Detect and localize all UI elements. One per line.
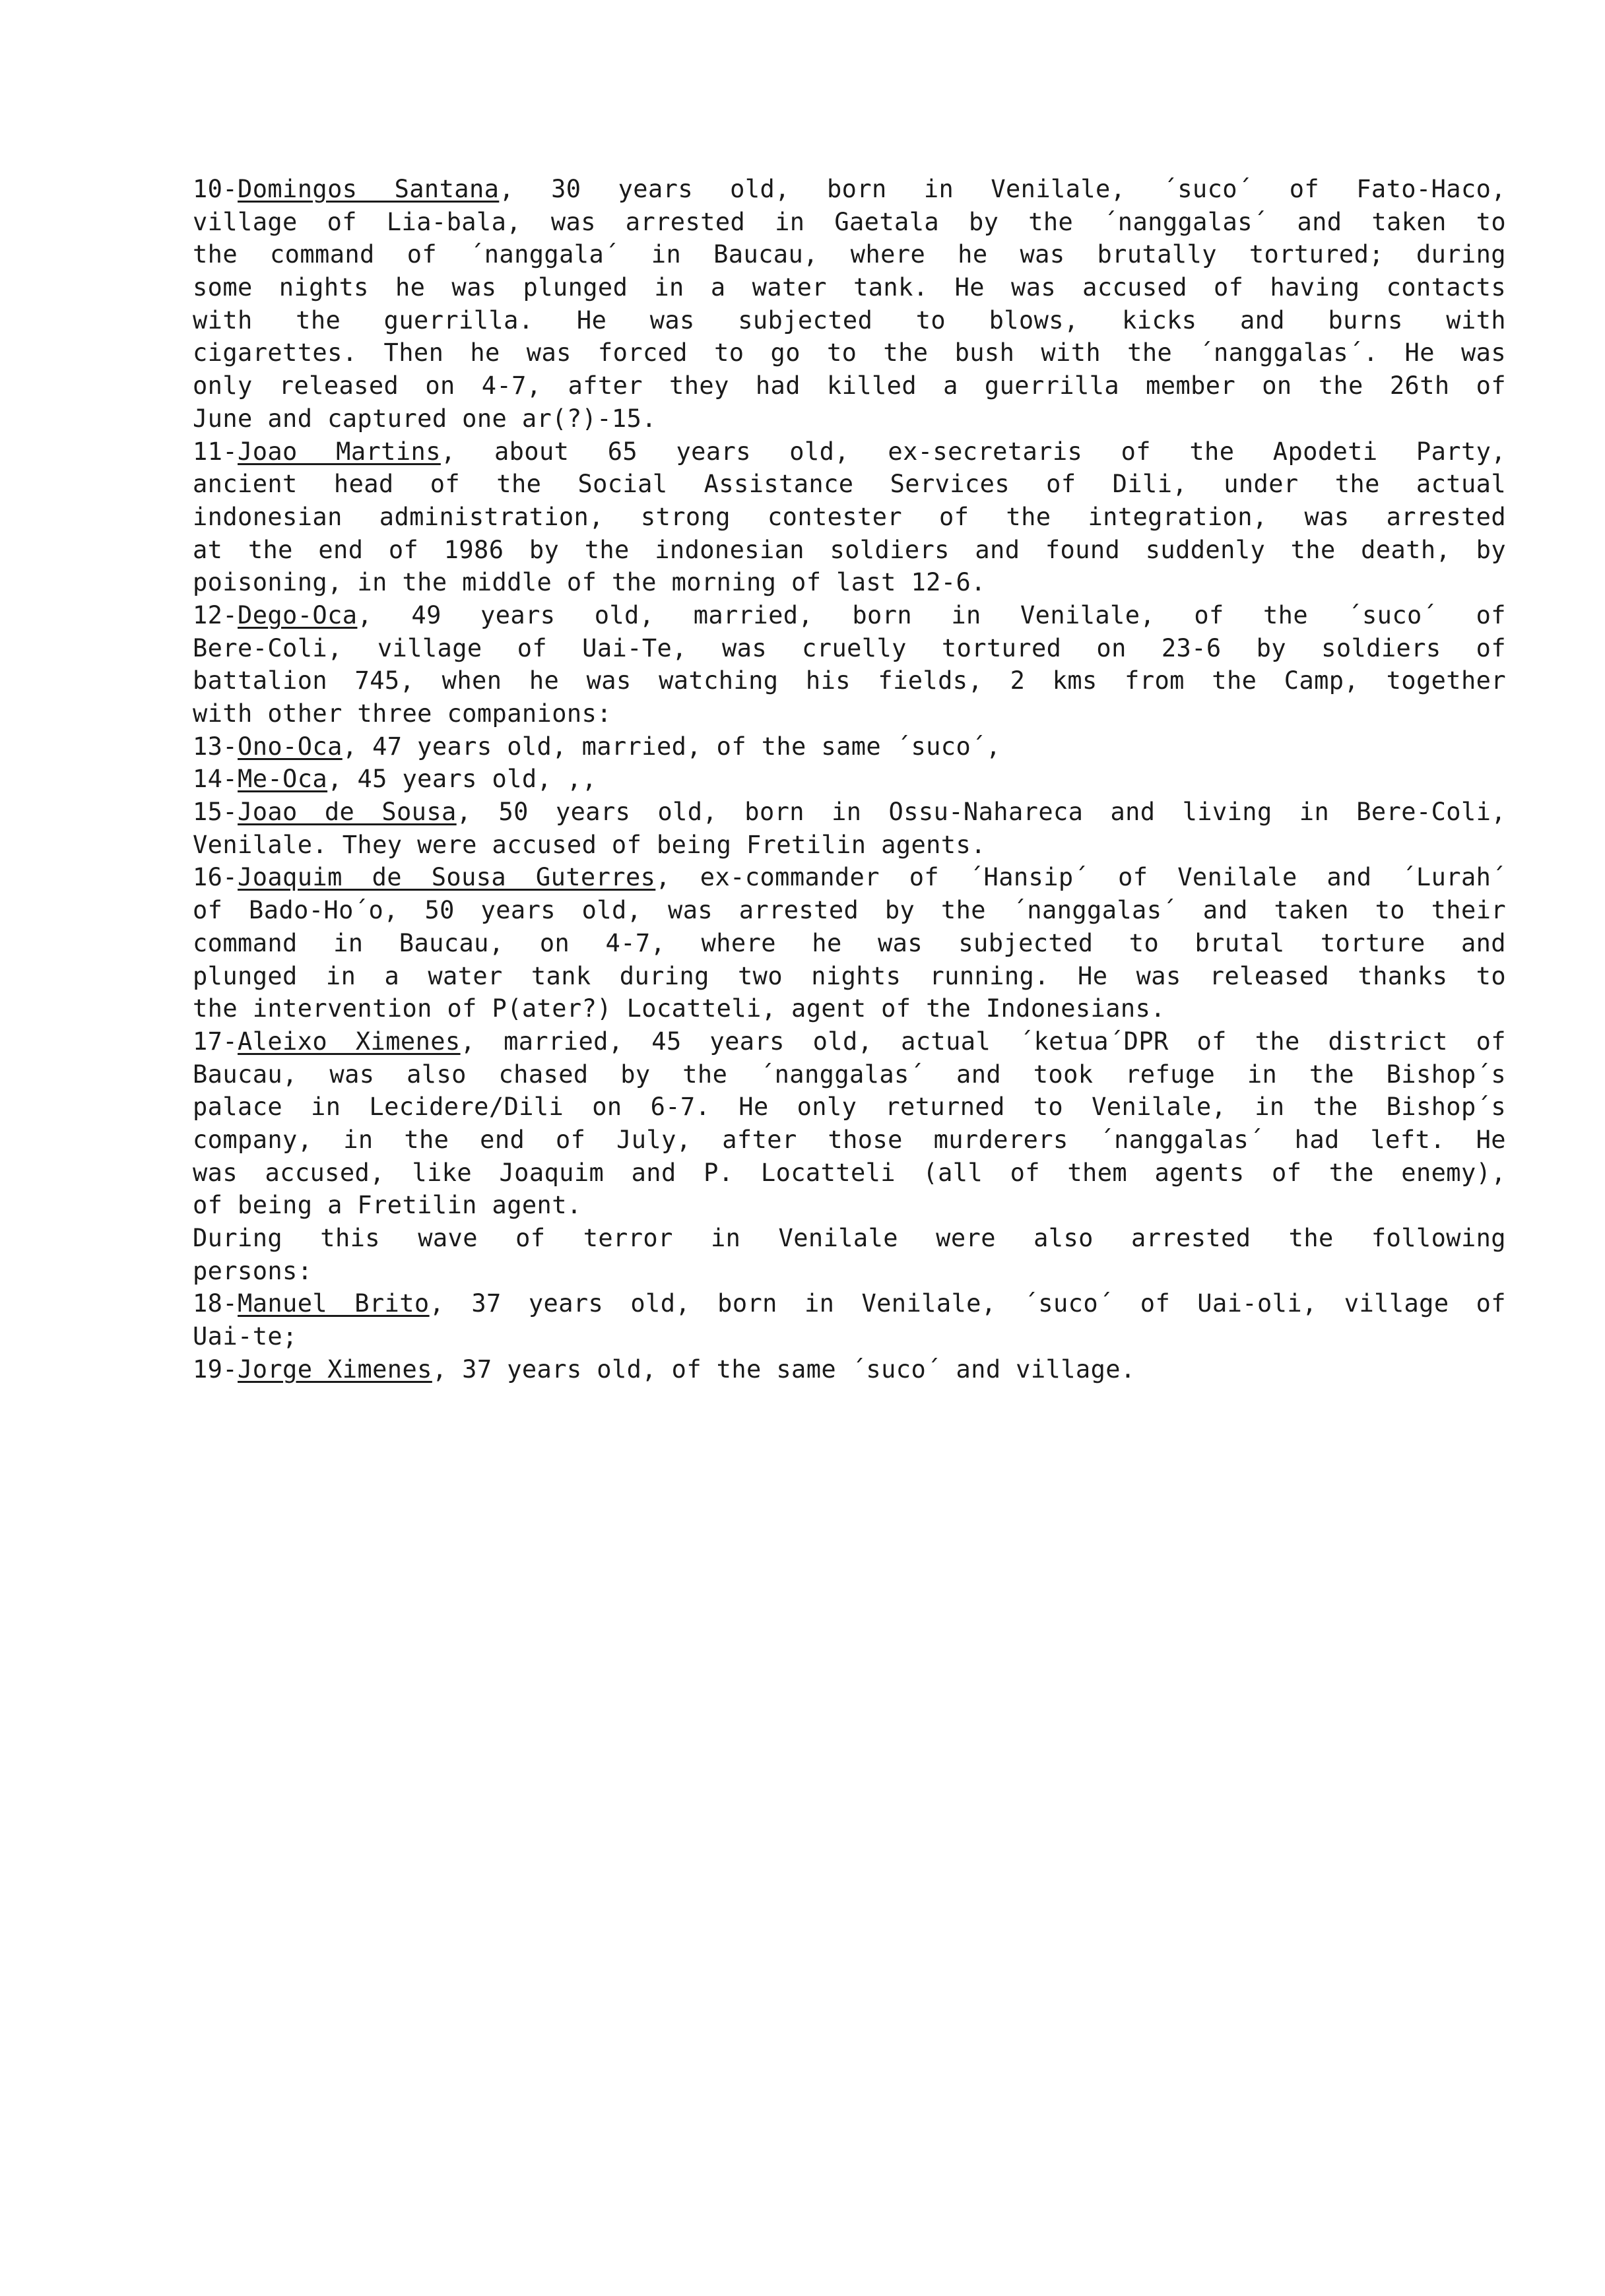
entry-number: 15- bbox=[193, 798, 238, 827]
entry-number: 14- bbox=[193, 765, 238, 794]
line-text: with other three companions: bbox=[193, 699, 612, 728]
entry-number: 16- bbox=[193, 863, 238, 892]
text-line bbox=[193, 763, 1506, 796]
text-line bbox=[193, 1157, 1506, 1190]
person-name: Jorge Ximenes bbox=[238, 1355, 432, 1384]
line-text: June and captured one ar(?)-15. bbox=[193, 404, 657, 433]
text-line bbox=[193, 1222, 1506, 1255]
line-text: some nights he was plunged in a water tank. He was accused of having contacts bbox=[193, 273, 1506, 302]
line-text: , 45 years old, ,, bbox=[327, 765, 597, 794]
text-line bbox=[193, 960, 1506, 993]
line-text: Venilale. They were accused of being Fretilin agents. bbox=[193, 830, 986, 859]
text-line bbox=[193, 599, 1506, 632]
line-text: the intervention of P(ater?) Locatteli, agent of the Indonesians. bbox=[193, 994, 1165, 1023]
text-line bbox=[193, 369, 1506, 402]
line-text: only released on 4-7, after they had killed a guerrilla member on the 26th of bbox=[193, 371, 1506, 400]
entry-number: 17- bbox=[193, 1027, 238, 1056]
line-text: , married, 45 years old, actual ´ketua´DPR of the district of bbox=[460, 1027, 1506, 1056]
line-text: , 30 years old, born in Venilale, ´suco´ of Fato-Haco, bbox=[499, 175, 1506, 203]
entry-number: 10- bbox=[193, 175, 238, 203]
entry-number: 18- bbox=[193, 1289, 238, 1318]
text-line bbox=[193, 271, 1506, 304]
line-text: , 50 years old, born in Ossu-Nahareca and living in Bere-Coli, bbox=[456, 798, 1506, 827]
line-text: palace in Lecidere/Dili on 6-7. He only returned to Venilale, in the Bishop´s bbox=[193, 1093, 1506, 1122]
person-name: Me-Oca bbox=[238, 765, 328, 794]
text-line bbox=[193, 664, 1506, 697]
line-text: ancient head of the Social Assistance Services of Dili, under the actual bbox=[193, 470, 1506, 499]
entry-number: 12- bbox=[193, 600, 238, 629]
line-text: , ex-commander of ´Hansip´ of Venilale and ´Lurah´ bbox=[655, 863, 1506, 892]
text-line bbox=[193, 796, 1506, 829]
text-line bbox=[193, 402, 1506, 435]
text-line bbox=[193, 468, 1506, 501]
line-text: , 47 years old, married, of the same ´suco´, bbox=[342, 732, 1001, 761]
text-line bbox=[193, 435, 1506, 468]
person-name: Dego-Oca bbox=[238, 600, 358, 629]
text-line bbox=[193, 1320, 1506, 1353]
line-text: persons: bbox=[193, 1256, 313, 1285]
line-text: , 37 years old, of the same ´suco´ and village. bbox=[432, 1355, 1136, 1384]
text-line bbox=[193, 1287, 1506, 1320]
text-line bbox=[193, 206, 1506, 239]
line-text: company, in the end of July, after those murderers ´nanggalas´ had left. He bbox=[193, 1125, 1506, 1154]
entry-number: 13- bbox=[193, 732, 238, 761]
text-line bbox=[193, 1189, 1506, 1222]
line-text: village of Lia-bala, was arrested in Gaetala by the ´nanggalas´ and taken to bbox=[193, 207, 1506, 236]
text-line bbox=[193, 501, 1506, 534]
line-text: the command of ´nanggala´ in Baucau, where he was brutally tortured; during bbox=[193, 240, 1506, 269]
line-text: , 37 years old, born in Venilale, ´suco´ of Uai-oli, village of bbox=[429, 1289, 1506, 1318]
line-text: of being a Fretilin agent. bbox=[193, 1191, 582, 1220]
entry-number: 11- bbox=[193, 437, 238, 466]
text-line bbox=[193, 927, 1506, 960]
text-line bbox=[193, 861, 1506, 894]
line-text: with the guerrilla. He was subjected to blows, kicks and burns with bbox=[193, 305, 1506, 335]
line-text: plunged in a water tank during two nights running. He was released thanks to bbox=[193, 961, 1506, 990]
line-text: was accused, like Joaquim and P. Locatteli (all of them agents of the enemy), bbox=[193, 1158, 1506, 1187]
person-name: Domingos Santana bbox=[238, 175, 500, 203]
text-line bbox=[193, 632, 1506, 665]
person-name: Ono-Oca bbox=[238, 732, 343, 761]
line-text: at the end of 1986 by the indonesian soldiers and found suddenly the death, by bbox=[193, 535, 1506, 564]
person-name: Joao de Sousa bbox=[238, 798, 457, 827]
person-name: Joao Martins bbox=[238, 437, 441, 466]
text-line bbox=[193, 829, 1506, 862]
text-line bbox=[193, 894, 1506, 927]
line-text: battalion 745, when he was watching his fields, 2 kms from the Camp, together bbox=[193, 666, 1506, 695]
text-line bbox=[193, 336, 1506, 369]
line-text: , 49 years old, married, born in Venilale, of the ´suco´ of bbox=[357, 600, 1506, 629]
person-name: Aleixo Ximenes bbox=[238, 1027, 461, 1056]
text-line bbox=[193, 1353, 1506, 1386]
person-name: Joaquim de Sousa Guterres bbox=[238, 863, 656, 892]
text-line bbox=[193, 566, 1506, 599]
text-line bbox=[193, 697, 1506, 730]
text-line bbox=[193, 1124, 1506, 1157]
line-text: During this wave of terror in Venilale were also arrested the following bbox=[193, 1224, 1506, 1252]
text-line bbox=[193, 992, 1506, 1025]
text-line bbox=[193, 173, 1506, 206]
line-text: of Bado-Ho´o, 50 years old, was arrested by the ´nanggalas´ and taken to their bbox=[193, 896, 1506, 925]
line-text: cigarettes. Then he was forced to go to the bush with the ´nanggalas´. He was bbox=[193, 338, 1506, 367]
text-line bbox=[193, 304, 1506, 337]
document-body bbox=[193, 173, 1506, 1386]
line-text: command in Baucau, on 4-7, where he was subjected to brutal torture and bbox=[193, 928, 1506, 957]
line-text: Uai-te; bbox=[193, 1322, 298, 1351]
text-line bbox=[193, 1058, 1506, 1091]
text-line bbox=[193, 1255, 1506, 1288]
line-text: Bere-Coli, village of Uai-Te, was cruelly tortured on 23-6 by soldiers of bbox=[193, 633, 1506, 662]
text-line bbox=[193, 1091, 1506, 1124]
line-text: poisoning, in the middle of the morning of last 12-6. bbox=[193, 568, 986, 597]
text-line bbox=[193, 238, 1506, 271]
text-line bbox=[193, 730, 1506, 763]
text-line bbox=[193, 1025, 1506, 1058]
line-text: indonesian administration, strong contester of the integration, was arrested bbox=[193, 502, 1506, 531]
entry-number: 19- bbox=[193, 1355, 238, 1384]
person-name: Manuel Brito bbox=[238, 1289, 430, 1318]
line-text: Baucau, was also chased by the ´nanggalas´ and took refuge in the Bishop´s bbox=[193, 1060, 1506, 1089]
line-text: , about 65 years old, ex-secretaris of the Apodeti Party, bbox=[440, 437, 1506, 466]
text-line bbox=[193, 534, 1506, 567]
